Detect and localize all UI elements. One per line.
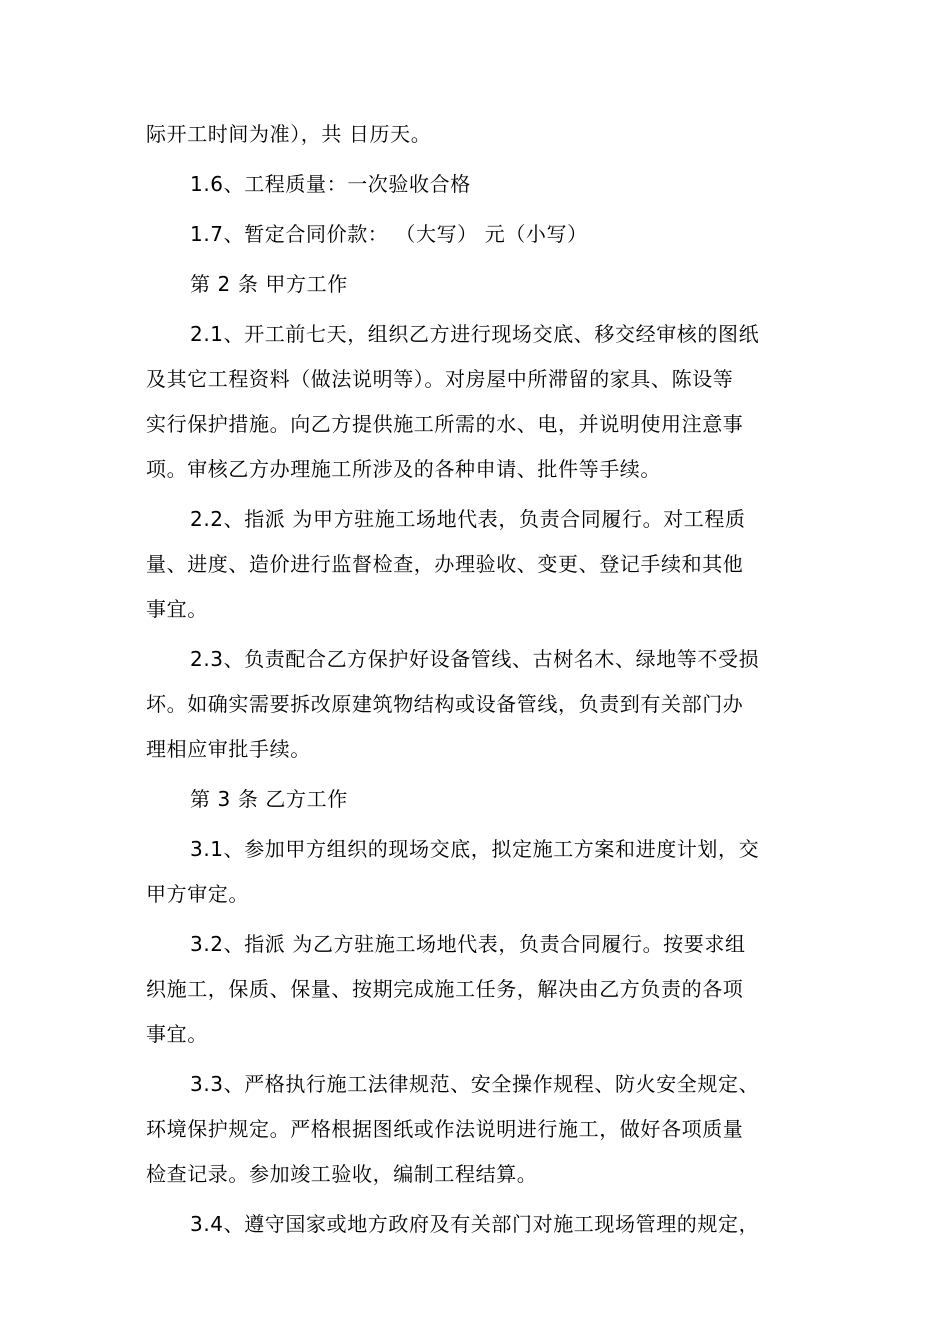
clause-3-2: 3.2、指派 为乙方驻施工场地代表，负责合同履行。按要求组 [190, 932, 746, 956]
clause-2-1: 2.1、开工前七天，组织乙方进行现场交底、移交经审核的图纸 [190, 322, 760, 346]
text-line: 织施工，保质、保量、按期完成施工任务，解决由乙方负责的各项 [146, 977, 744, 1001]
text-line: 检查记录。参加竣工验收，编制工程结算。 [146, 1162, 538, 1186]
article-3-heading: 第 3 条 乙方工作 [190, 787, 348, 811]
text-line: 项。审核乙方办理施工所涉及的各种申请、批件等手续。 [146, 457, 661, 481]
clause-1-7: 1.7、暂定合同价款： （大写） 元（小写） [190, 222, 588, 246]
text-line: 坏。如确实需要拆改原建筑物结构或设备管线，负责到有关部门办 [146, 692, 744, 716]
document-body [146, 112, 806, 1247]
clause-3-3: 3.3、严格执行施工法律规范、安全操作规程、防火安全规定、 [190, 1072, 760, 1096]
clause-2-3: 2.3、负责配合乙方保护好设备管线、古树名木、绿地等不受损 [190, 647, 760, 671]
text-line: 际开工时间为准），共 日历天。 [146, 122, 432, 146]
article-2-heading: 第 2 条 甲方工作 [190, 272, 348, 296]
text-line: 理相应审批手续。 [146, 737, 311, 761]
text-line: 甲方审定。 [146, 882, 249, 906]
clause-1-6: 1.6、工程质量：一次验收合格 [190, 172, 471, 196]
text-line: 量、进度、造价进行监督检查，办理验收、变更、登记手续和其他 [146, 552, 744, 576]
text-line: 及其它工程资料（做法说明等）。对房屋中所滞留的家具、陈设等 [146, 367, 734, 391]
clause-3-4: 3.4、遵守国家或地方政府及有关部门对施工现场管理的规定， [190, 1212, 760, 1236]
clause-2-2: 2.2、指派 为甲方驻施工场地代表，负责合同履行。对工程质 [190, 507, 746, 531]
text-line: 事宜。 [146, 1022, 208, 1046]
text-line: 实行保护措施。向乙方提供施工所需的水、电，并说明使用注意事 [146, 412, 744, 436]
text-line: 环境保护规定。严格根据图纸或作法说明进行施工，做好各项质量 [146, 1117, 744, 1141]
contract-text [146, 112, 806, 1247]
clause-3-1: 3.1、参加甲方组织的现场交底，拟定施工方案和进度计划，交 [190, 837, 760, 861]
text-line: 事宜。 [146, 597, 208, 621]
